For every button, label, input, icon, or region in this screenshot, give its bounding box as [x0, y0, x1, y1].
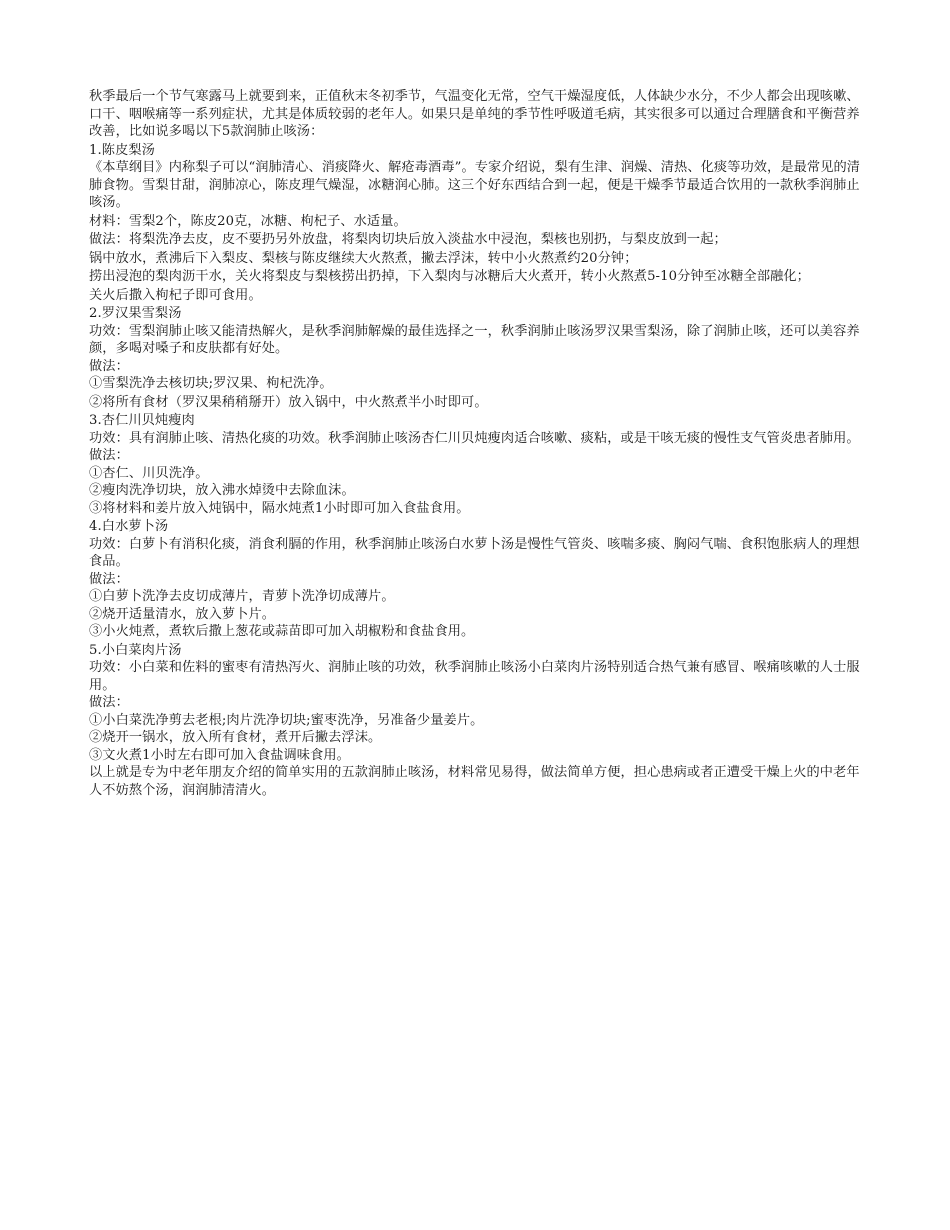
section-heading-1: 1.陈皮梨汤	[89, 142, 155, 158]
paragraph: ②烧开适量清水，放入萝卜片。	[89, 606, 276, 622]
paragraph: ③将材料和姜片放入炖锅中，隔水炖煮1小时即可加入食盐食用。	[89, 500, 470, 516]
paragraph: ③小火炖煮，煮软后撒上葱花或蒜苗即可加入胡椒粉和食盐食用。	[89, 624, 475, 639]
paragraph: ③文火煮1小时左右即可加入食盐调味食用。	[89, 747, 350, 763]
paragraph: 做法：	[89, 358, 129, 374]
conclusion-paragraph: 以上就是专为中老年朋友介绍的简单实用的五款润肺止咳汤，材料常见易得，做法简单方便，担心患病或者正遭受干燥上火的中老年人不妨熬个汤，润润肺清清火。	[89, 765, 860, 798]
paragraph: 功效：雪梨润肺止咳又能清热解火，是秋季润肺解燥的最佳选择之一，秋季润肺止咳汤罗汉果雪梨汤，除了润肺止咳，还可以美容养颜，多喝对嗓子和皮肤都有好处。	[89, 323, 860, 356]
paragraph: 功效：具有润肺止咳、清热化痰的功效。秋季润肺止咳汤杏仁川贝炖瘦肉适合咳嗽、痰粘，或是干咳无痰的慢性支气管炎患者肺用。	[89, 430, 860, 446]
paragraph: 做法：	[89, 571, 129, 587]
section-heading-2: 2.罗汉果雪梨汤	[89, 306, 182, 321]
section-heading-3: 3.杏仁川贝炖瘦肉	[89, 413, 195, 428]
paragraph: 功效：小白菜和佐料的蜜枣有清热泻火、润肺止咳的功效，秋季润肺止咳汤小白菜肉片汤特别适合热气兼有感冒、喉痛咳嗽的人士服用。	[89, 660, 860, 693]
paragraph: ①杏仁、川贝洗净。	[89, 465, 209, 481]
section-heading-5: 5.小白菜肉片汤	[89, 642, 182, 658]
paragraph: 材料：雪梨2个，陈皮20克，冰糖、枸杞子、水适量。	[89, 213, 407, 229]
paragraph: 做法：将梨洗净去皮，皮不要扔另外放盘，将梨肉切块后放入淡盐水中浸泡，梨核也别扔，与梨皮放到一起；	[89, 232, 727, 247]
paragraph: 锅中放水，煮沸后下入梨皮、梨核与陈皮继续大火熬煮，撇去浮沫，转中小火熬煮约20分钟；	[89, 250, 638, 266]
paragraph: ②瘦肉洗净切块，放入沸水焯烫中去除血沫。	[89, 483, 355, 498]
paragraph: ①白萝卜洗净去皮切成薄片，青萝卜洗净切成薄片。	[89, 589, 395, 604]
paragraph: 做法：	[89, 695, 129, 710]
paragraph: 做法：	[89, 448, 129, 463]
paragraph: ①小白菜洗净剪去老根;肉片洗净切块;蜜枣洗净，另准备少量姜片。	[89, 712, 484, 728]
section-heading-4: 4.白水萝卜汤	[89, 519, 169, 534]
paragraph: ②烧开一锅水，放入所有食材，煮开后撇去浮沫。	[89, 730, 382, 745]
intro-paragraph: 秋季最后一个节气寒露马上就要到来，正值秋末冬初季节，气温变化无常，空气干燥湿度低，人体缺少水分，不少人都会出现咳嗽、口干、咽喉痛等一系列症状，尤其是体质较弱的老年人。如果只是单纯的季节性呼吸道毛病，其实很多可以通过合理膳食和平衡营养改善，比如说多喝以下5款润肺止咳汤：	[89, 89, 860, 139]
paragraph: 关火后撒入枸杞子即可食用。	[89, 287, 262, 303]
paragraph: ②将所有食材（罗汉果稍稍掰开）放入锅中，中火熬煮半小时即可。	[89, 394, 488, 410]
paragraph: 捞出浸泡的梨肉沥干水，关火将梨皮与梨核捞出扔掉，下入梨肉与冰糖后大火煮开，转小火熬煮5-10分钟至冰糖全部融化；	[89, 269, 810, 284]
document-body	[89, 88, 864, 799]
paragraph: 《本草纲目》内称梨子可以“润肺清心、消痰降火、解疮毒酒毒”。专家介绍说，梨有生津、润燥、清热、化痰等功效，是最常见的清肺食物。雪梨甘甜，润肺凉心，陈皮理气燥湿，冰糖润心肺。这三个好东西结合到一起，便是干燥季节最适合饮用的一款秋季润肺止咳汤。	[89, 160, 861, 210]
paragraph: 功效：白萝卜有消积化痰，消食利膈的作用，秋季润肺止咳汤白水萝卜汤是慢性气管炎、咳喘多痰、胸闷气喘、食积饱胀病人的理想食品。	[89, 536, 860, 569]
paragraph: ①雪梨洗净去核切块;罗汉果、枸杞洗净。	[89, 376, 333, 391]
